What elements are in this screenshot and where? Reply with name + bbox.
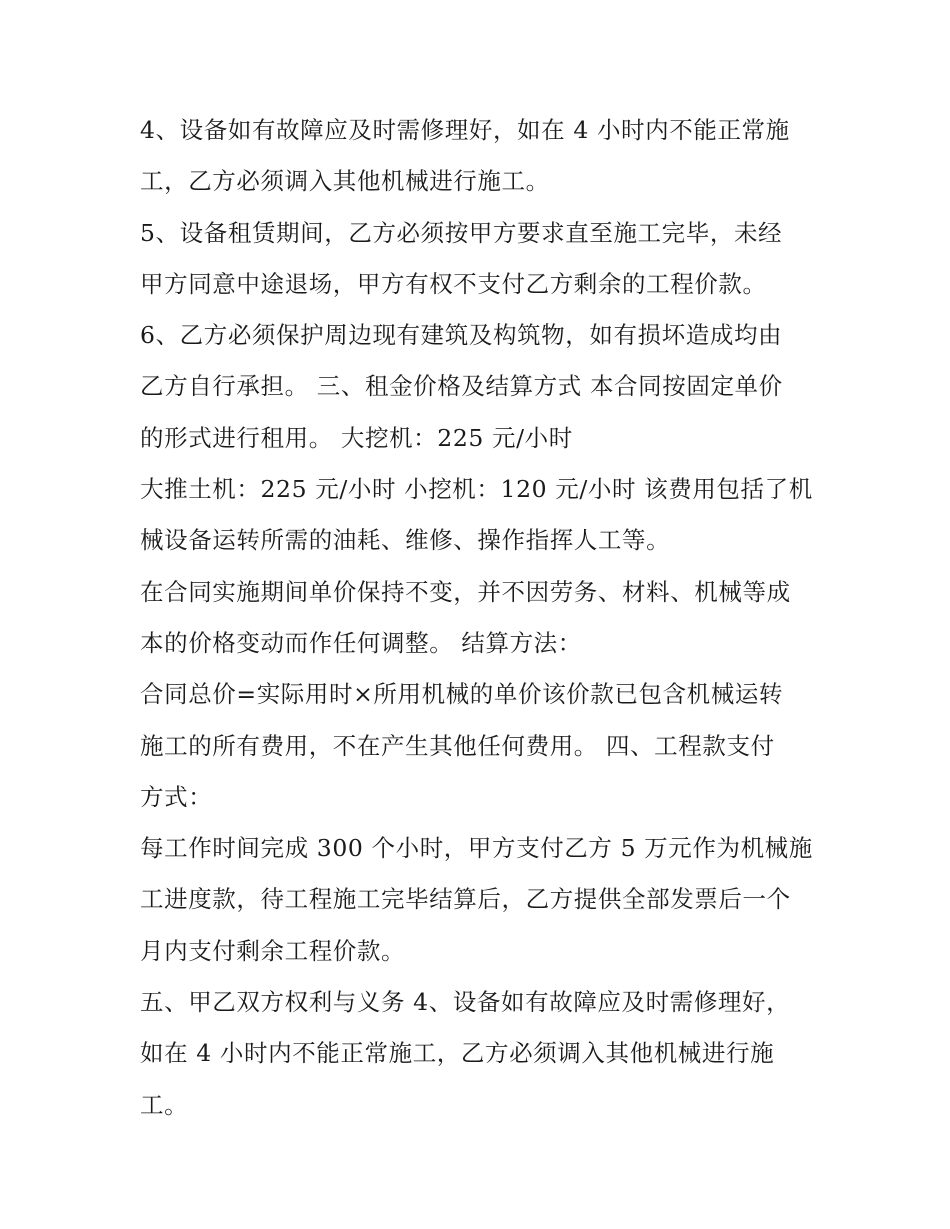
text-line: 方式：	[140, 782, 213, 811]
text-line: 4、设备如有故障应及时需修理好，如在 4 小时内不能正常施	[140, 116, 790, 144]
text-line: 合同总价=实际用时×所用机械的单价该价款已包含机械运转	[140, 680, 784, 709]
text-line: 乙方自行承担。 三、租金价格及结算方式 本合同按固定单价	[140, 372, 783, 401]
text-line: 工，乙方必须调入其他机械进行施工。	[140, 167, 550, 196]
text-line: 工进度款，待工程施工完毕结算后，乙方提供全部发票后一个	[140, 885, 791, 914]
text-line: 械设备运转所需的油耗、维修、操作指挥人工等。	[140, 526, 671, 555]
text-line: 月内支付剩余工程价款。	[140, 936, 406, 965]
text-line: 如在 4 小时内不能正常施工，乙方必须调入其他机械进行施	[140, 1039, 775, 1068]
text-line: 施工的所有费用，不在产生其他任何费用。 四、工程款支付	[140, 731, 775, 760]
text-line: 工。	[140, 1090, 189, 1119]
text-line: 5、设备租赁期间，乙方必须按甲方要求直至施工完毕，未经	[140, 218, 783, 247]
text-line: 每工作时间完成 300 个小时，甲方支付乙方 5 万元作为机械施	[140, 834, 813, 863]
text-line: 甲方同意中途退场，甲方有权不支付乙方剩余的工程价款。	[140, 269, 767, 298]
text-line: 在合同实施期间单价保持不变，并不因劳务、材料、机械等成	[140, 577, 791, 606]
text-line: 本的价格变动而作任何调整。 结算方法：	[140, 628, 582, 657]
text-line: 五、甲乙双方权利与义务 4、设备如有故障应及时需修理好，	[140, 988, 791, 1017]
text-line: 6、乙方必须保护周边现有建筑及构筑物，如有损坏造成均由	[140, 321, 783, 350]
text-line: 大推土机：225 元/小时 小挖机：120 元/小时 该费用包括了机	[140, 475, 813, 504]
text-line: 的形式进行租用。 大挖机：225 元/小时	[140, 423, 573, 452]
contract-body-text	[140, 105, 830, 1131]
